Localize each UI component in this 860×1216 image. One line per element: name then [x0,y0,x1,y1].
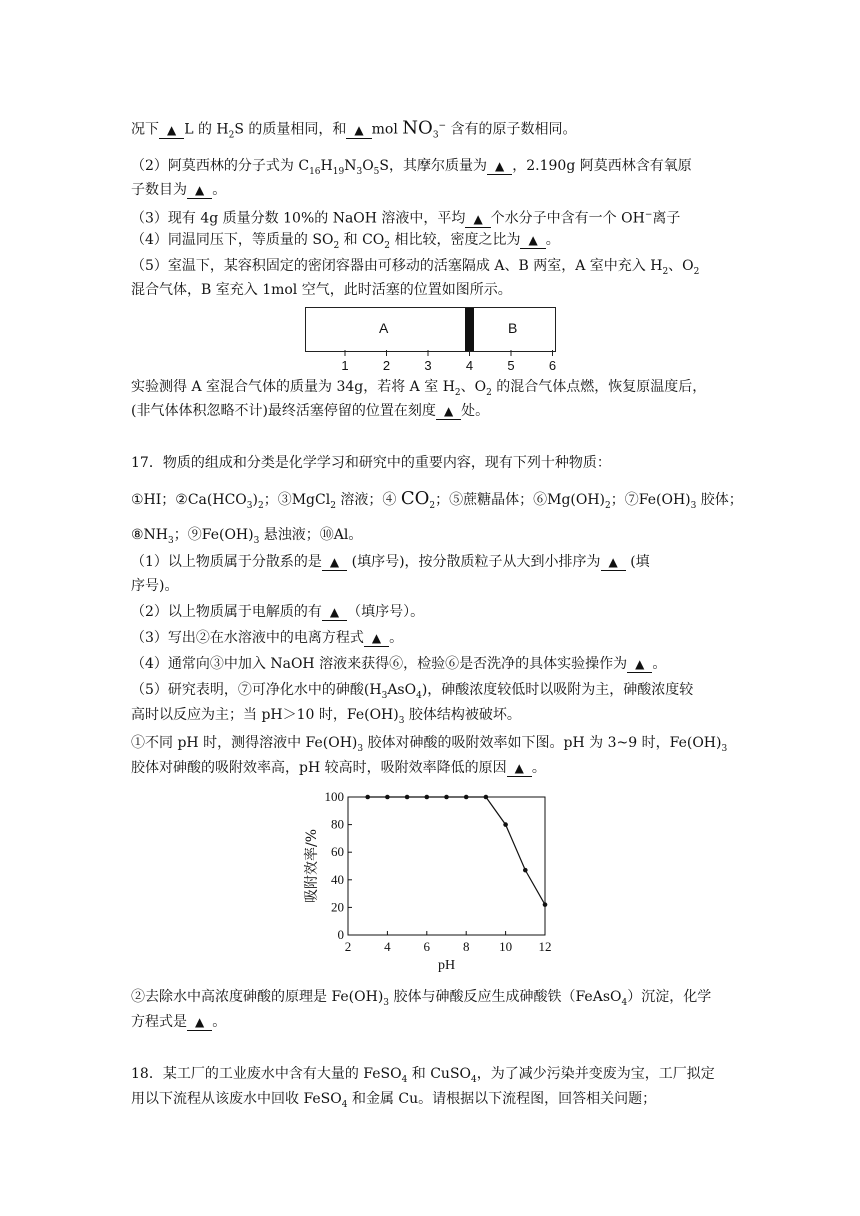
text-line: 胶体对砷酸的吸附效率高，pH 较高时，吸附效率降低的原因 ▲ 。 [131,760,546,776]
data-point [385,795,390,800]
text-line: 实验测得 A 室混合气体的质量为 34g，若将 A 室 $H_2$、$O_2$ 的混合气体点燃，恢复原温度后， [131,379,707,398]
text-line: （5）室温下，某容积固定的密闭容器由可移动的活塞隔成 A、B 两室，A 室中充入 $H_2$、$O_2$ [131,258,700,277]
text-line: （2）以上物质属于电解质的有 ▲ （填序号）。 [131,604,425,620]
answer-blank[interactable]: ▲ [346,122,371,139]
text-line: （5）研究表明，⑦可净化水中的砷酸$(H_3AsO_4)$，砷酸浓度较低时以吸附为主，砷酸浓度较 [131,682,694,701]
piston-container-figure [305,307,556,352]
text-line: (非气体体积忽略不计)最终活塞停留的位置在刻度 ▲ 处。 [131,403,490,419]
x-tick-label: 12 [538,939,552,954]
adsorption-efficiency-chart [300,785,570,980]
text-line: ②去除水中高浓度砷酸的原理是 $Fe(OH)_3$ 胶体与砷酸反应生成砷酸铁（FeAsO$_4$）沉淀，化学 [131,989,712,1008]
text-line: 方程式是 ▲ 。 [131,1014,227,1030]
x-tick-label: 6 [423,939,431,954]
y-tick-label: 100 [324,789,344,804]
data-point [464,795,469,800]
text: 况下 [131,121,159,138]
data-point [503,822,508,827]
x-tick-label: 2 [344,939,352,954]
y-tick-label: 40 [331,871,344,887]
x-tick-label: 8 [462,939,470,954]
text-line: （3）写出②在水溶液中的电离方程式 ▲ 。 [131,630,404,646]
x-tick-label: 4 [384,939,391,954]
ruler-tick-label: 5 [507,358,515,373]
ruler-tick-label: 1 [341,358,349,373]
question-18-heading: 18．某工厂的工业废水中含有大量的 FeSO$_4$ 和 CuSO$_4$，为了减少污染并变废为宝，工厂拟定 [131,1066,715,1085]
series-line [368,797,545,905]
y-tick-label: 20 [331,899,344,915]
data-point [405,795,410,800]
y-tick-label: 80 [331,816,344,832]
text-line: 高时以反应为主；当 pH＞10 时，$Fe(OH)_3$ 胶体结构被破坏。 [131,707,521,726]
answer-blank[interactable]: ▲ [627,656,652,673]
question-17-heading: 17．物质的组成和分类是化学学习和研究中的重要内容，现有下列十种物质： [131,455,611,471]
text-line: （2）阿莫西林的分子式为 $C_{16}H_{19}N_3O_5S$，其摩尔质量为 ▲ ，2.190g 阿莫西林含有氧原 [131,158,692,177]
data-point [425,795,430,800]
piston [465,308,474,351]
answer-blank[interactable]: ▲ [465,211,490,228]
data-point [523,868,528,873]
room-a-label: A [379,320,389,336]
text-line: 子数目为 ▲ 。 [131,182,227,198]
room-b-label: B [508,320,518,336]
answer-blank[interactable]: ▲ [364,630,389,647]
answer-blank[interactable]: ▲ [601,554,626,571]
answer-blank[interactable]: ▲ [520,232,545,249]
answer-blank[interactable]: ▲ [507,760,532,777]
ruler-tick-label: 3 [424,358,432,373]
x-axis-label: pH [437,958,456,973]
text-line: 况下 ▲ L 的 $H_2S$ 的质量相同，和 ▲ mol $NO_3^-$ 含有的原子数相同。 [131,117,577,141]
text-line: ①HI；$②Ca(HCO_3)_2$；③MgCl$_2$ 溶液；④ $CO_2$；⑤蔗糖晶体；$⑥Mg(OH)_2$；$⑦Fe(OH)_3$ 胶体； [131,488,743,511]
ruler-tick-label: 6 [548,358,557,373]
text-line: （3）现有 4g 质量分数 10%的 NaOH 溶液中，平均 ▲ 个水分子中含有一个 OH−离子 [131,210,681,227]
y-tick-label: 60 [331,844,344,860]
text-line: （4）同温同压下，等质量的 $SO_2$ 和 $CO_2$ 相比较，密度之比为 ▲ 。 [131,232,560,251]
data-point [365,795,370,800]
text-line: ①不同 pH 时，测得溶液中 $Fe(OH)_3$ 胶体对砷酸的吸附效率如下图。pH 为 3~9 时，$Fe(OH)_3$ [131,735,728,754]
data-point [484,795,489,800]
answer-blank[interactable]: ▲ [436,403,461,420]
y-tick-label: 0 [337,927,344,942]
answer-blank[interactable]: ▲ [159,122,184,139]
answer-blank[interactable]: ▲ [322,604,347,621]
text-line: （4）通常向③中加入 NaOH 溶液来获得⑥，检验⑥是否洗净的具体实验操作为 ▲ 。 [131,656,667,672]
x-tick-label: 10 [499,939,513,954]
ruler-tick-label: 4 [465,358,474,373]
text-line: 用以下流程从该废水中回收 FeSO$_4$ 和金属 Cu。请根据以下流程图，回答相关问题； [131,1091,657,1110]
answer-blank[interactable]: ▲ [187,1014,212,1031]
scale-ruler [305,350,565,376]
answer-blank[interactable]: ▲ [187,182,212,199]
text-line: $⑧NH_3$；$⑨Fe(OH)_3$ 悬浊液；⑩Al。 [131,527,363,546]
text-line: 混合气体，B 室充入 1mol 空气，此时活塞的位置如图所示。 [131,282,512,298]
answer-blank[interactable]: ▲ [322,554,347,571]
ruler-tick-label: 2 [382,358,391,373]
data-point [444,795,449,800]
data-point [543,902,548,907]
text-line: 序号)。 [131,578,179,594]
answer-blank[interactable]: ▲ [487,158,512,175]
text-line: （1）以上物质属于分散系的是 ▲ (填序号)，按分散质粒子从大到小排序为 ▲ (填 [131,554,650,570]
y-axis-label: 吸附效率/% [304,828,320,904]
plot-frame [348,797,545,935]
